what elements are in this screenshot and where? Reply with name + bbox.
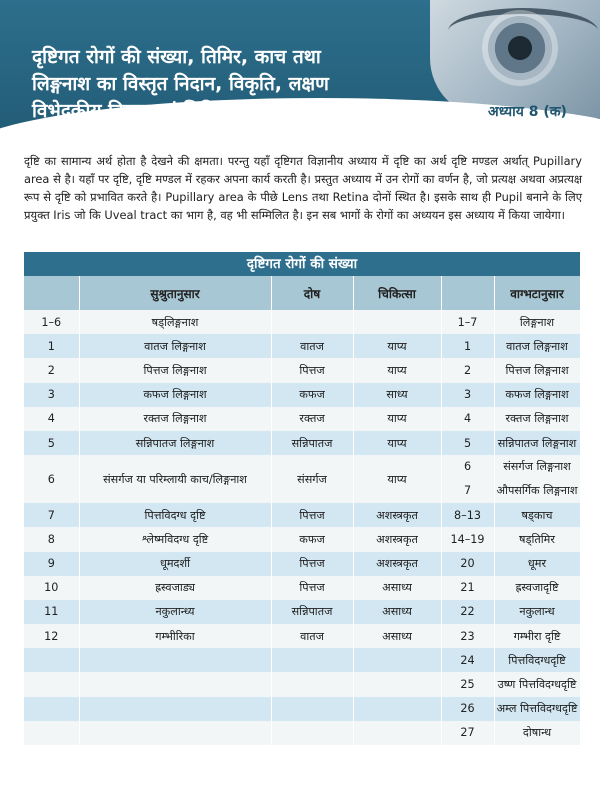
table-row [24,721,580,745]
vagbhata-cell [494,358,580,382]
vagbhata-name: सन्निपातज लिङ्गनाश [497,436,577,450]
vagbhata-cell [494,431,580,455]
vagbhata-number-cell [441,503,494,527]
vagbhata-name: धूमर [527,557,547,571]
title-line-1: दृष्टिगत रोगों की संख्या, तिमिर, काच तथा [32,46,321,68]
chikitsa-cell: याप्य [353,358,441,382]
vagbhata-name: संसर्गज लिङ्गनाश [503,460,571,474]
vagbhata-name: षड्काच [521,508,553,522]
col-header-chikitsa: चिकित्सा [353,276,441,310]
vagbhata-number: 14–19 [450,532,485,546]
disease-table [24,252,580,745]
vagbhata-number: 4 [463,412,472,426]
dosha-cell: पित्तज [271,358,353,382]
table-row [24,527,580,551]
sushruta-cell [79,721,271,745]
vagbhata-cell [494,552,580,576]
vagbhata-number-cell [441,358,494,382]
vagbhata-name: औपसर्गिक लिङ्गनाश [496,484,578,498]
vagbhata-cell [494,334,580,358]
vagbhata-number-cell [441,697,494,721]
vagbhata-number-cell [441,648,494,672]
vagbhata-number-cell [441,431,494,455]
table-caption: दृष्टिगत रोगों की संख्या [24,252,580,276]
vagbhata-name: रक्तज लिङ्गनाश [505,412,569,426]
title-line-3: विभेदकीय निदान एवं चिकित्सा [32,100,244,122]
chikitsa-cell [353,310,441,334]
vagbhata-cell [494,648,580,672]
vagbhata-number: 25 [460,678,475,692]
vagbhata-number: 23 [460,629,475,643]
sushruta-number-cell: 9 [24,552,79,576]
sushruta-number-cell: 10 [24,576,79,600]
sushruta-cell: सन्निपातज लिङ्गनाश [79,431,271,455]
vagbhata-number: 1–7 [457,315,478,329]
vagbhata-name: नकुलान्ध [519,605,555,619]
table-row [24,407,580,431]
chikitsa-cell: याप्य [353,407,441,431]
vagbhata-cell [494,721,580,745]
table-row [24,697,580,721]
table-row [24,431,580,455]
chikitsa-cell [353,648,441,672]
vagbhata-number-cell [441,334,494,358]
vagbhata-number-cell [441,527,494,551]
sushruta-number-cell: 7 [24,503,79,527]
vagbhata-cell [494,407,580,431]
table-row [24,672,580,696]
sushruta-cell: नकुलान्ध्य [79,600,271,624]
sushruta-number-cell [24,672,79,696]
chikitsa-cell: साध्य [353,383,441,407]
vagbhata-number-cell [441,455,494,503]
table-row [24,576,580,600]
sushruta-number-cell [24,697,79,721]
sushruta-number-cell: 3 [24,383,79,407]
table-header-row [24,276,580,310]
vagbhata-number-cell [441,383,494,407]
vagbhata-number: 6 [463,460,472,474]
dosha-cell: सन्निपातज [271,431,353,455]
vagbhata-cell [494,672,580,696]
dosha-cell: पित्तज [271,576,353,600]
sushruta-cell: रक्तज लिङ्गनाश [79,407,271,431]
table-row [24,455,580,503]
vagbhata-number: 22 [460,605,475,619]
chikitsa-cell: याप्य [353,334,441,358]
vagbhata-number: 7 [463,484,472,498]
vagbhata-number: 2 [463,363,472,377]
col-header-vagbhata: वाग्भटानुसार [494,276,580,310]
vagbhata-cell [494,624,580,648]
vagbhata-cell [494,455,580,503]
dosha-cell: कफज [271,527,353,551]
table-row [24,600,580,624]
vagbhata-number-cell [441,576,494,600]
intro-paragraph: दृष्टि का सामान्य अर्थ होता है देखने की क्षमता। परन्तु यहाँ दृष्टिगत विज्ञानीय अध्याय में दृष्टि का अर्थ दृष्टि मण्डल अर्थात् Pupillary area से है। यहाँ पर दृष्टि, दृष्टि मण्डल में रहकर अपना कार्य करती है। प्रस्तुत अध्याय में उन रोगों का वर्णन है, जो प्रत्यक्ष अथवा अप्रत्यक्ष रूप से दृष्टि को प्रभावित करते है। Pupillary area के पीछे Lens तथा Retina दोनों स्थित है। इसके साथ ही Pupil बनाने के लिए प्रयुक्त Iris जो कि Uveal tract का भाग है, वह भी सम्मिलित है। इन सब भागों के रोगों का अध्ययन इस अध्याय में किया जायेगा। [24,154,582,222]
vagbhata-number: 8–13 [454,508,481,522]
chikitsa-cell: असाध्य [353,600,441,624]
sushruta-cell: पित्तज लिङ्गनाश [79,358,271,382]
chikitsa-cell: याप्य [353,431,441,455]
vagbhata-name: पित्तज लिङ्गनाश [505,363,569,377]
title-line-2: लिङ्गनाश का विस्तृत निदान, विकृति, लक्षण [32,73,329,95]
sushruta-cell: संसर्गज या परिम्लायी काच/लिङ्गनाश [79,455,271,503]
vagbhata-number: 5 [463,436,472,450]
sushruta-cell: ह्रस्वजाड्य [79,576,271,600]
chikitsa-cell: असाध्य [353,576,441,600]
sushruta-cell [79,648,271,672]
vagbhata-number: 1 [463,339,472,353]
chikitsa-cell: अशस्त्रकृत [353,552,441,576]
vagbhata-name: ह्रस्वजादृष्टि [515,581,559,595]
vagbhata-cell [494,383,580,407]
dosha-cell: पित्तज [271,503,353,527]
chikitsa-cell: याप्य [353,455,441,503]
chikitsa-cell [353,721,441,745]
dosha-cell: कफज [271,383,353,407]
sushruta-cell: पित्तविदग्ध दृष्टि [79,503,271,527]
dosha-cell: रक्तज [271,407,353,431]
sushruta-cell: वातज लिङ्गनाश [79,334,271,358]
vagbhata-name: लिङ्गनाश [519,315,555,329]
table-row [24,310,580,334]
vagbhata-cell [494,576,580,600]
sushruta-cell: षड्लिङ्गनाश [79,310,271,334]
table-body [24,310,580,745]
sushruta-number-cell: 6 [24,455,79,503]
col-header-dosha: दोष [271,276,353,310]
vagbhata-number: 21 [460,581,475,595]
vagbhata-name: पित्तविदग्धदृष्टि [508,653,566,667]
sushruta-number-cell: 2 [24,358,79,382]
table-row [24,648,580,672]
table-row [24,383,580,407]
sushruta-cell: श्लेष्मविदग्ध दृष्टि [79,527,271,551]
vagbhata-number-cell [441,721,494,745]
col-header-sushruta: सुश्रुतानुसार [79,276,271,310]
table-row [24,624,580,648]
sushruta-cell: धूमदर्शी [79,552,271,576]
table-row [24,334,580,358]
sushruta-number-cell [24,721,79,745]
dosha-cell [271,672,353,696]
dosha-cell [271,648,353,672]
vagbhata-number: 26 [460,702,475,716]
sushruta-number-cell: 12 [24,624,79,648]
vagbhata-cell [494,697,580,721]
table-row [24,552,580,576]
sushruta-cell: कफज लिङ्गनाश [79,383,271,407]
vagbhata-number: 27 [460,726,475,740]
vagbhata-number-cell [441,624,494,648]
vagbhata-name: षड्तिमिर [519,532,555,546]
sushruta-number-cell [24,648,79,672]
vagbhata-number-cell [441,310,494,334]
chikitsa-cell: अशस्त्रकृत [353,503,441,527]
sushruta-cell [79,697,271,721]
vagbhata-name: वातज लिङ्गनाश [506,339,568,353]
vagbhata-cell [494,310,580,334]
vagbhata-name: उष्ण पित्तविदग्धदृष्टि [497,678,577,692]
sushruta-number-cell: 1–6 [24,310,79,334]
dosha-cell [271,310,353,334]
vagbhata-number-cell [441,407,494,431]
table-row [24,503,580,527]
table-row [24,358,580,382]
vagbhata-name: गम्भीरा दृष्टि [513,629,561,643]
chikitsa-cell: असाध्य [353,624,441,648]
sushruta-number-cell: 5 [24,431,79,455]
chapter-title [32,44,372,125]
sushruta-number-cell: 4 [24,407,79,431]
sushruta-number-cell: 1 [24,334,79,358]
dosha-cell: संसर्गज [271,455,353,503]
vagbhata-name: अम्ल पित्तविदग्धदृष्टि [496,702,578,716]
vagbhata-cell [494,527,580,551]
dosha-cell: वातज [271,624,353,648]
chikitsa-cell: अशस्त्रकृत [353,527,441,551]
sushruta-number-cell: 8 [24,527,79,551]
dosha-cell: पित्तज [271,552,353,576]
col-header-sushruta-number [24,276,79,310]
dosha-cell [271,697,353,721]
chikitsa-cell [353,697,441,721]
page-header [0,0,600,150]
vagbhata-name: कफज लिङ्गनाश [505,388,569,402]
vagbhata-number: 24 [460,653,475,667]
vagbhata-name: दोषान्ध [522,726,552,740]
col-header-vagbhata-number [441,276,494,310]
vagbhata-cell [494,600,580,624]
sushruta-number-cell: 11 [24,600,79,624]
vagbhata-cell [494,503,580,527]
chapter-number: अध्याय 8 (क) [488,104,567,120]
sushruta-cell [79,672,271,696]
vagbhata-number: 3 [463,388,472,402]
vagbhata-number-cell [441,552,494,576]
vagbhata-number: 20 [460,557,475,571]
chikitsa-cell [353,672,441,696]
dosha-cell [271,721,353,745]
disease-count-table [24,276,581,745]
vagbhata-number-cell [441,672,494,696]
sushruta-cell: गम्भीरिका [79,624,271,648]
vagbhata-number-cell [441,600,494,624]
dosha-cell: सन्निपातज [271,600,353,624]
eye-icon [488,16,552,80]
eye-photo [430,0,600,118]
dosha-cell: वातज [271,334,353,358]
